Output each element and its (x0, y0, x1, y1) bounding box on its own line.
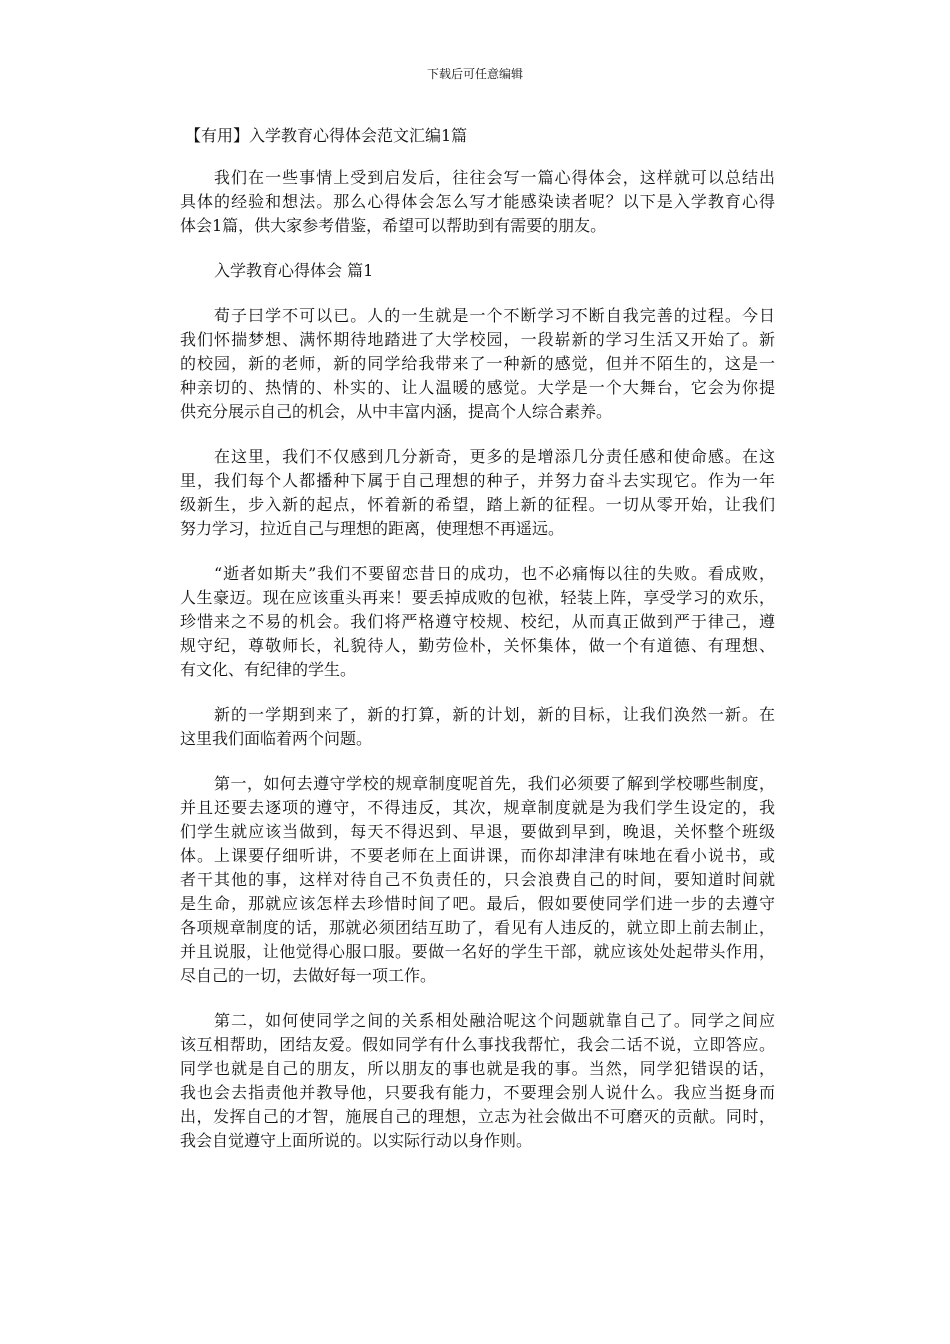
intro-paragraph (180, 166, 775, 238)
text-line: 新的一学期到来了，新的打算，新的计划，新的目标，让我们涣然一新。在 (214, 705, 775, 724)
body-paragraph-5 (180, 772, 775, 988)
text-line: 级新生，步入新的起点，怀着新的希望，踏上新的征程。一切从零开始，让我们 (180, 495, 775, 514)
text-line: 第一，如何去遵守学校的规章制度呢首先，我们必须要了解到学校哪些制度， (214, 774, 775, 793)
text-line: 们学生就应该当做到，每天不得迟到、早退，要做到早到，晚退，关怀整个班级 (180, 822, 775, 841)
text-line: 者干其他的事，这样对待自己不负责任的，只会浪费自己的时间，要知道时间就 (180, 870, 775, 889)
body-paragraph-6 (180, 1009, 775, 1153)
text-line: 有文化、有纪律的学生。 (180, 660, 357, 679)
document-title: 【有用】入学教育心得体会范文汇编1篇 (185, 126, 468, 145)
text-line: “逝者如斯夫”我们不要留恋昔日的成功，也不必痛悔以往的失败。看成败， (214, 564, 775, 583)
body-paragraph-1 (180, 304, 775, 424)
text-line: 珍惜来之不易的机会。我们将严格遵守校规、校纪，从而真正做到严于律己，遵 (180, 612, 775, 631)
text-line: 出，发挥自己的才智，施展自己的理想，立志为社会做出不可磨灭的贡献。同时， (180, 1107, 775, 1126)
text-line: 同学也就是自己的朋友，所以朋友的事也就是我的事。当然，同学犯错误的话， (180, 1059, 775, 1078)
text-line: 我也会去指责他并教导他，只要我有能力，不要理会别人说什么。我应当挺身而 (180, 1083, 775, 1102)
text-line: 供充分展示自己的机会，从中丰富内涵，提高个人综合素养。 (180, 402, 613, 421)
text-line: 的校园，新的老师，新的同学给我带来了一种新的感觉，但并不陌生的，这是一 (180, 354, 775, 373)
text-line: 并且还要去逐项的遵守，不得违反，其次，规章制度就是为我们学生设定的，我 (180, 798, 775, 817)
text-line: 在这里，我们不仅感到几分新奇，更多的是增添几分责任感和使命感。在这 (214, 447, 775, 466)
text-line: 是生命，那就应该怎样去珍惜时间了吧。最后，假如要使同学们进一步的去遵守 (180, 894, 775, 913)
text-line: 这里我们面临着两个问题。 (180, 729, 373, 748)
text-line: 尽自己的一切，去做好每一项工作。 (180, 966, 437, 985)
body-paragraph-2 (180, 445, 775, 541)
text-line: 人生豪迈。现在应该重头再来！要丢掉成败的包袱，轻装上阵，享受学习的欢乐， (180, 588, 775, 607)
text-line: 荀子曰学不可以已。人的一生就是一个不断学习不断自我完善的过程。今日 (214, 306, 775, 325)
text-line: 我们怀揣梦想、满怀期待地踏进了大学校园，一段崭新的学习生活又开始了。新 (180, 330, 775, 349)
text-line: 种亲切的、热情的、朴实的、让人温暖的感觉。大学是一个大舞台，它会为你提 (180, 378, 775, 397)
text-line: 体会1篇，供大家参考借鉴，希望可以帮助到有需要的朋友。 (180, 216, 607, 235)
text-line: 我们在一些事情上受到启发后，往往会写一篇心得体会，这样就可以总结出 (214, 168, 775, 187)
text-line: 里，我们每个人都播种下属于自己理想的种子，并努力奋斗去实现它。作为一年 (180, 471, 775, 490)
text-line: 并且说服，让他觉得心服口服。要做一名好的学生干部，就应该处处起带头作用， (180, 942, 775, 961)
text-line: 我会自觉遵守上面所说的。以实际行动以身作则。 (180, 1131, 533, 1150)
text-line: 体。上课要仔细听讲，不要老师在上面讲课，而你却津津有味地在看小说书，或 (180, 846, 775, 865)
text-line: 该互相帮助，团结友爱。假如同学有什么事找我帮忙，我会二话不说，立即答应。 (180, 1035, 775, 1054)
section-heading: 入学教育心得体会 篇1 (214, 261, 374, 280)
text-line: 各项规章制度的话，那就必须团结互助了，看见有人违反的，就立即上前去制止， (180, 918, 775, 937)
text-line: 第二，如何使同学之间的关系相处融洽呢这个问题就靠自己了。同学之间应 (214, 1011, 775, 1030)
body-paragraph-3 (180, 562, 775, 682)
text-line: 规守纪，尊敬师长，礼貌待人，勤劳俭朴，关怀集体，做一个有道德、有理想、 (180, 636, 775, 655)
document-body (180, 124, 775, 1174)
text-line: 努力学习，拉近自己与理想的距离，使理想不再遥远。 (180, 519, 565, 538)
text-line: 具体的经验和想法。那么心得体会怎么写才能感染读者呢？以下是入学教育心得 (180, 192, 775, 211)
header-note: 下载后可任意编辑 (426, 67, 523, 81)
body-paragraph-4 (180, 703, 775, 751)
